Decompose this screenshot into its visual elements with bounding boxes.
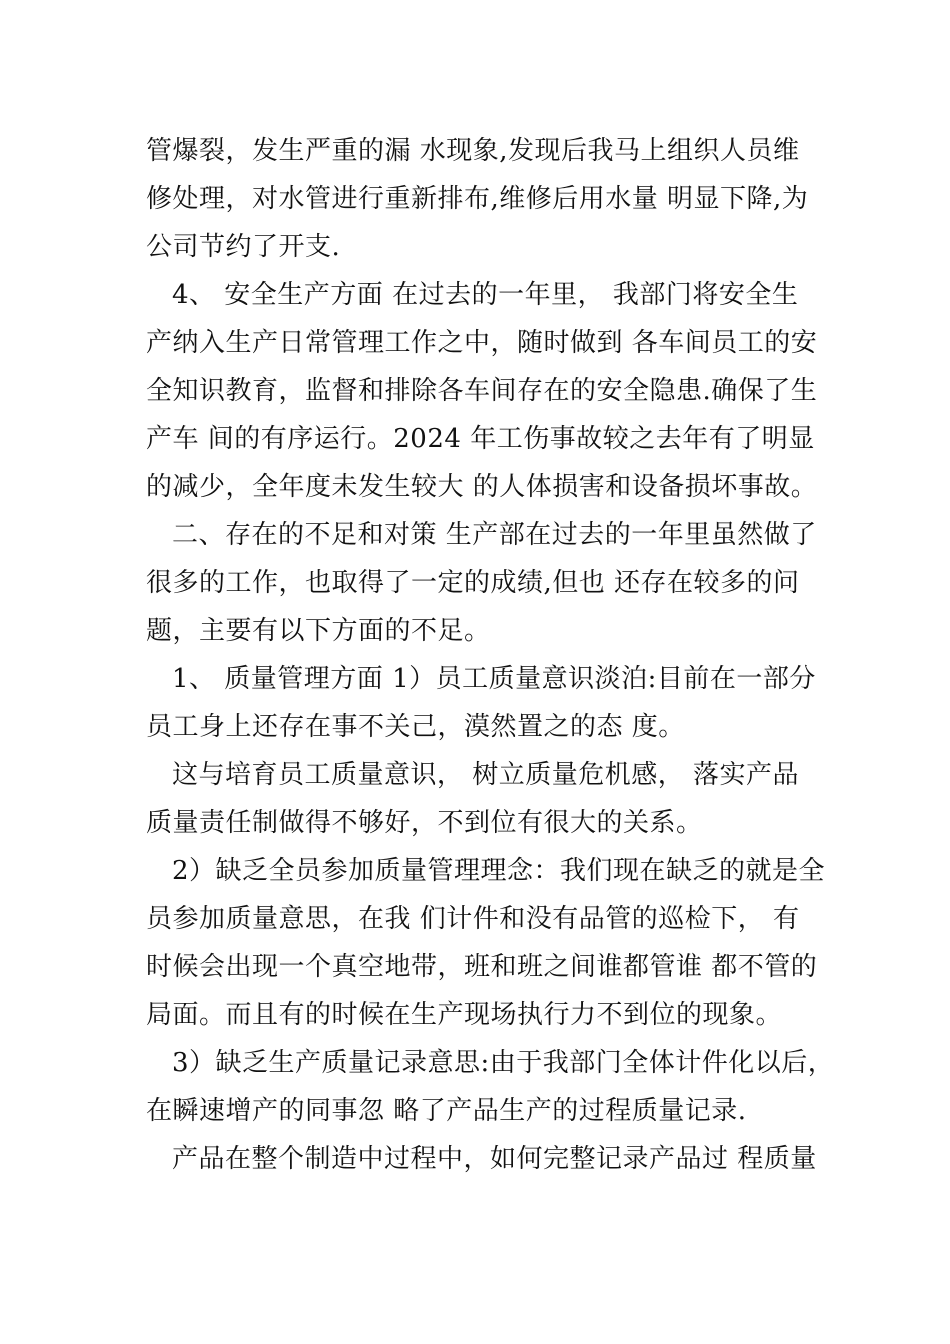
text-line: 管爆裂，发生严重的漏 水现象,发现后我马上组织人员维: [146, 136, 800, 166]
text-line: 修处理，对水管进行重新排布,维修后用水量 明显下降,为: [146, 184, 809, 214]
text-line: 产纳入生产日常管理工作之中，随时做到 各车间员工的安: [146, 328, 818, 358]
section-heading-line: 二、存在的不足和对策 生产部在过去的一年里虽然做了: [172, 520, 817, 550]
text-line: 质量责任制做得不够好，不到位有很大的关系。: [146, 808, 703, 838]
text-line: 员工身上还存在事不关己，漠然置之的态 度。: [146, 712, 685, 742]
document-body: [146, 127, 835, 1183]
text-line: 局面。而且有的时候在生产现场执行力不到位的现象。: [146, 1000, 783, 1030]
text-line: 题，主要有以下方面的不足。: [146, 616, 491, 646]
text-line: 在瞬速增产的同事忽 略了产品生产的过程质量记录.: [146, 1096, 747, 1126]
paragraph-start-line: 产品在整个制造中过程中，如何完整记录产品过 程质量: [172, 1144, 817, 1174]
paragraph-start-line: 3）缺乏生产质量记录意思:由于我部门全体计件化以后，: [172, 1048, 835, 1078]
paragraph-start-line: 2）缺乏全员参加质量管理理念：我们现在缺乏的就是全: [172, 856, 826, 886]
text-line: 时候会出现一个真空地带，班和班之间谁都管谁 都不管的: [146, 952, 818, 982]
text-line: 的减少，全年度未发生较大 的人体损害和设备损坏事故。: [146, 472, 818, 502]
section-heading-line: 4、 安全生产方面 在过去的一年里， 我部门将安全生: [172, 280, 799, 310]
text-line: 公司节约了开支.: [146, 232, 341, 262]
text-line: 产车 间的有序运行。2024 年工伤事故较之去年有了明显: [146, 424, 815, 454]
text-line: 员参加质量意思，在我 们计件和没有品管的巡检下， 有: [146, 904, 800, 934]
text-line: 全知识教育，监督和排除各车间存在的安全隐患.确保了生: [146, 376, 818, 406]
text-line: 很多的工作，也取得了一定的成绩,但也 还存在较多的问: [146, 568, 800, 598]
section-heading-line: 1、 质量管理方面 1）员工质量意识淡泊:目前在一部分: [172, 664, 816, 694]
paragraph-start-line: 这与培育员工质量意识， 树立质量危机感， 落实产品: [172, 760, 800, 790]
